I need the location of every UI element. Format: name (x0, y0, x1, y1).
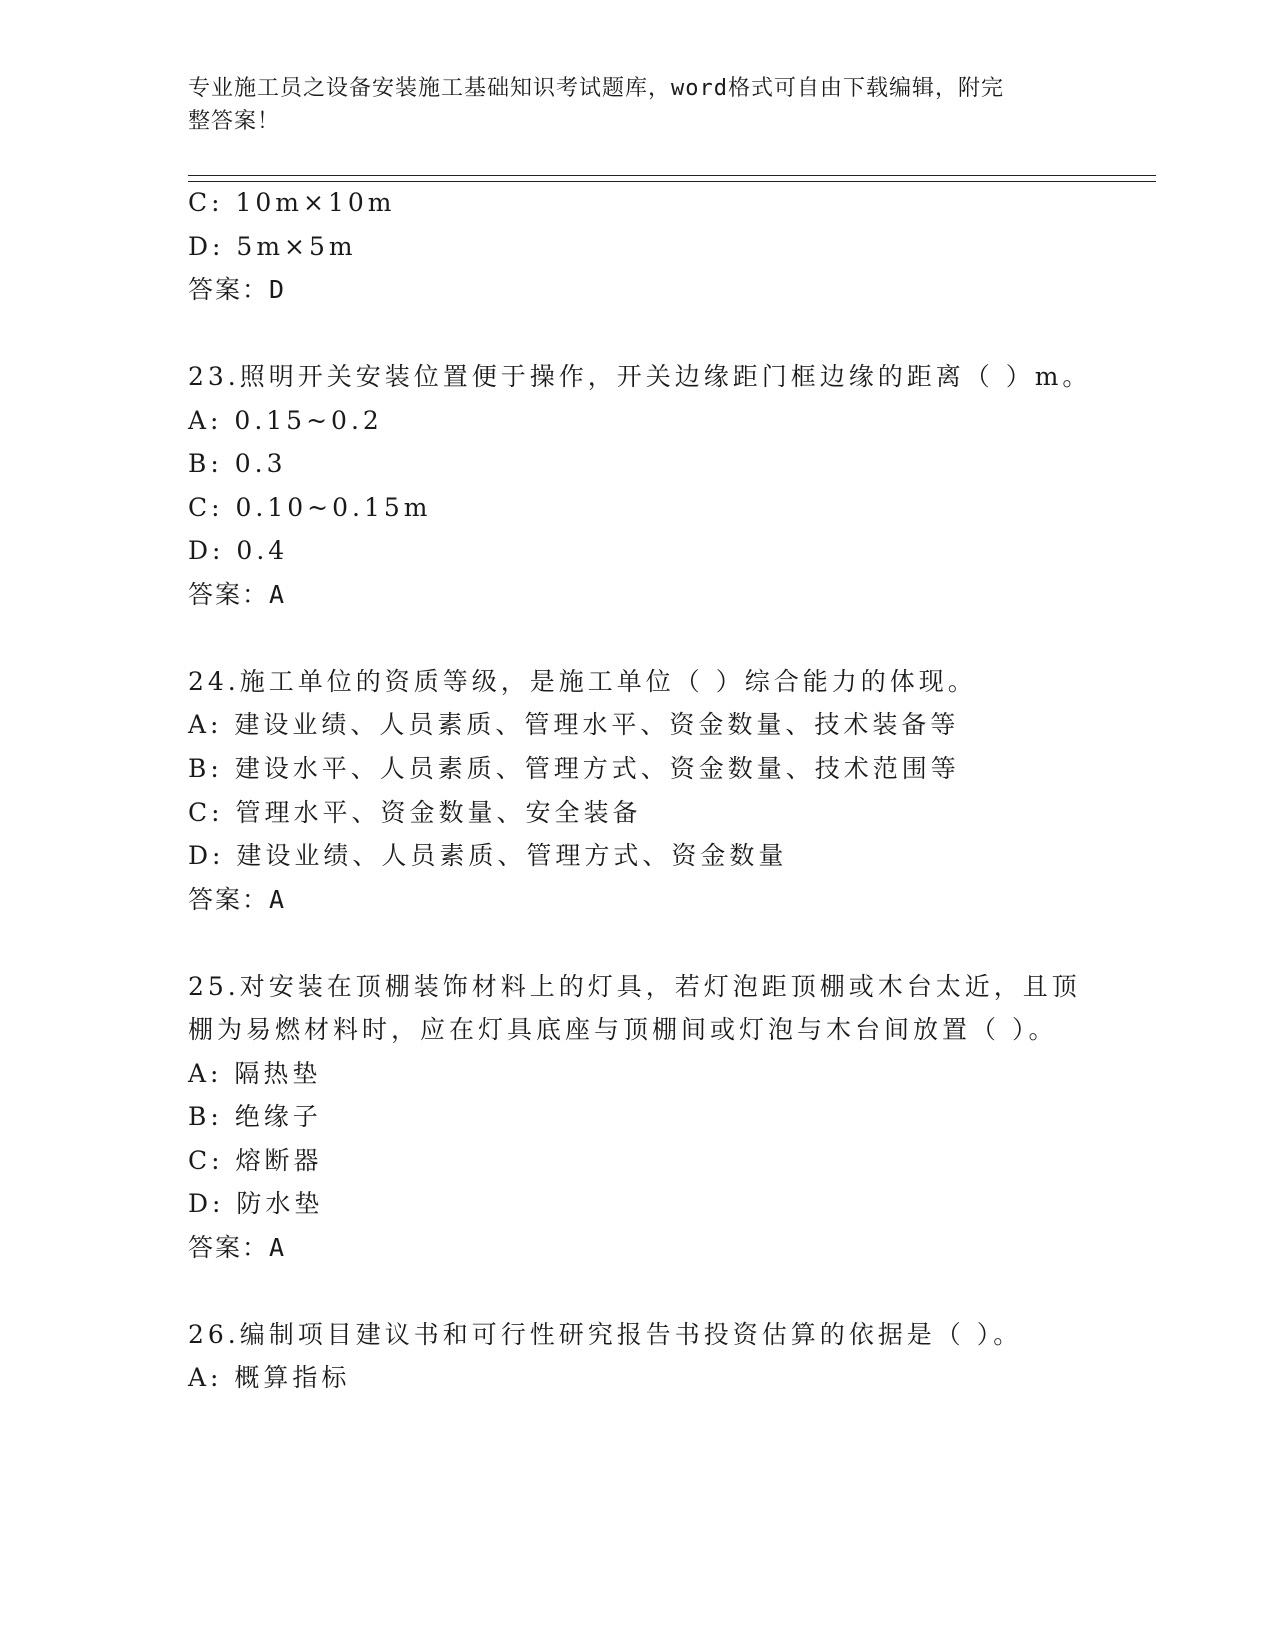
q23-answer: 答案：A (188, 580, 287, 609)
q24-option-d: D: 建设业绩、人员素质、管理方式、资金数量 (188, 841, 788, 870)
q23-option-a: A: 0.15~0.2 (188, 406, 383, 435)
header-line-1: 专业施工员之设备安装施工基础知识考试题库，word格式可自由下载编辑，附完 (188, 76, 1004, 101)
q22-answer: 答案：D (188, 275, 287, 304)
q23-option-c: C: 0.10~0.15m (188, 493, 432, 522)
q23-option-b: B: 0.3 (188, 449, 287, 478)
q26-stem: 26.编制项目建议书和可行性研究报告书投资估算的依据是（ ）。 (188, 1320, 1023, 1349)
q24-answer: 答案：A (188, 885, 287, 914)
header-divider-top (188, 175, 1156, 176)
q25-stem-line-1: 25.对安装在顶棚装饰材料上的灯具，若灯泡距顶棚或木台太近，且顶 (188, 972, 1081, 1001)
q22-option-c: C: 10m×10m (188, 188, 396, 217)
q25-option-b: B: 绝缘子 (188, 1102, 322, 1131)
q26-option-a: A: 概算指标 (188, 1363, 351, 1392)
q24-option-c: C: 管理水平、资金数量、安全装备 (188, 798, 642, 827)
q25-option-a: A: 隔热垫 (188, 1059, 322, 1088)
q25-option-c: C: 熔断器 (188, 1146, 323, 1175)
header-divider-bottom (188, 181, 1156, 182)
document-header (188, 72, 1068, 138)
q24-option-a: A: 建设业绩、人员素质、管理水平、资金数量、技术装备等 (188, 710, 960, 739)
q25-stem-line-2: 棚为易燃材料时，应在灯具底座与顶棚间或灯泡与木台间放置（ ）。 (188, 1015, 1058, 1044)
header-line-2: 整答案！ (188, 109, 281, 134)
q24-stem: 24.施工单位的资质等级，是施工单位（ ）综合能力的体现。 (188, 667, 977, 696)
q23-stem: 23.照明开关安装位置便于操作，开关边缘距门框边缘的距离（ ）m。 (188, 362, 1092, 391)
q23-option-d: D: 0.4 (188, 536, 289, 565)
q25-answer: 答案：A (188, 1233, 287, 1262)
q25-option-d: D: 防水垫 (188, 1189, 324, 1218)
q22-option-d: D: 5m×5m (188, 232, 357, 261)
q24-option-b: B: 建设水平、人员素质、管理方式、资金数量、技术范围等 (188, 754, 960, 783)
